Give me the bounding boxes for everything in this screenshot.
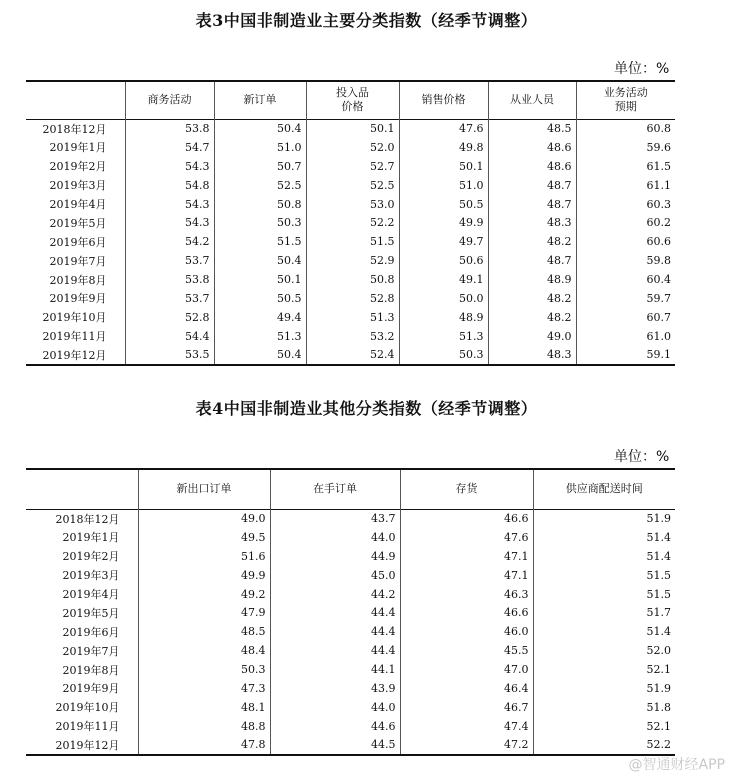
table-cell: 53.8: [125, 119, 214, 138]
table-cell: 50.1: [306, 119, 399, 138]
row-label: 2019年4月: [62, 588, 120, 601]
table3-header-cell: [26, 81, 125, 119]
table-cell: 50.4: [214, 251, 306, 270]
table-cell: 61.5: [576, 157, 675, 176]
row-label: 2019年12月: [55, 738, 120, 752]
table-cell: 53.7: [125, 289, 214, 308]
table-cell: 52.7: [306, 157, 399, 176]
table-cell: 54.3: [125, 195, 214, 214]
row-label: 2018年12月: [42, 122, 107, 136]
table-cell: 47.2: [400, 736, 533, 755]
table-cell: 45.5: [400, 641, 533, 660]
table-cell: 51.0: [399, 176, 488, 195]
table-cell: 47.6: [399, 119, 488, 138]
table-cell: 48.5: [138, 622, 270, 641]
table-cell: 59.6: [576, 138, 675, 157]
table-cell: 48.9: [488, 270, 576, 289]
table-row: [26, 660, 675, 679]
table-cell: 52.1: [533, 660, 675, 679]
table-cell: 49.0: [488, 327, 576, 346]
table4-header-cell: 供应商配送时间: [533, 469, 675, 509]
row-label: 2019年5月: [62, 606, 120, 620]
table-cell: 48.2: [488, 308, 576, 327]
table-cell: 51.4: [533, 528, 675, 547]
table-cell: 51.5: [306, 232, 399, 251]
table-row: [26, 138, 675, 157]
table-cell: 52.0: [533, 641, 675, 660]
row-label: 2019年12月: [42, 348, 107, 362]
table-cell: 60.6: [576, 232, 675, 251]
table-row: [26, 176, 675, 195]
table-cell: 54.4: [125, 327, 214, 346]
table-cell: 43.7: [270, 509, 400, 528]
table-cell: 50.3: [214, 213, 306, 232]
table-row: [26, 327, 675, 346]
table-cell: 61.0: [576, 327, 675, 346]
row-label: 2019年11月: [55, 720, 120, 734]
table-row: [26, 119, 675, 138]
table-cell: 52.0: [306, 138, 399, 157]
table-cell: 47.6: [400, 528, 533, 547]
table-cell: 48.4: [138, 641, 270, 660]
table-cell: 47.1: [400, 547, 533, 566]
table-cell: 54.3: [125, 213, 214, 232]
table-cell: 44.2: [270, 585, 400, 604]
table-cell: 46.6: [400, 603, 533, 622]
table-cell: 50.0: [399, 289, 488, 308]
table-cell: 48.6: [488, 157, 576, 176]
table-row: [26, 308, 675, 327]
table-row: [26, 641, 675, 660]
table-row: [26, 509, 675, 528]
table-cell: 60.2: [576, 213, 675, 232]
table-cell: 49.5: [138, 528, 270, 547]
table4-header-cell: 存货: [400, 469, 533, 509]
table-cell: 51.0: [214, 138, 306, 157]
table-cell: 50.8: [306, 270, 399, 289]
table-row: [26, 157, 675, 176]
table4-header-cell: [26, 469, 138, 509]
table-cell: 51.4: [533, 622, 675, 641]
table-row: [26, 528, 675, 547]
table-cell: 50.7: [214, 157, 306, 176]
table-cell: 51.3: [214, 327, 306, 346]
row-label: 2019年6月: [62, 625, 120, 639]
table-cell: 61.1: [576, 176, 675, 195]
table4-body: [26, 509, 675, 755]
table-cell: 53.7: [125, 251, 214, 270]
row-label: 2019年10月: [55, 701, 120, 715]
row-label: 2019年9月: [62, 682, 120, 696]
table-row: [26, 679, 675, 698]
table-cell: 46.4: [400, 679, 533, 698]
table3-header-cell: 销售价格: [399, 81, 488, 119]
table-cell: 60.8: [576, 119, 675, 138]
table-cell: 60.4: [576, 270, 675, 289]
table3-header-cell: 新订单: [214, 81, 306, 119]
table-cell: 51.4: [533, 547, 675, 566]
table-cell: 59.7: [576, 289, 675, 308]
row-label: 2019年6月: [49, 235, 107, 249]
row-label: 2019年7月: [62, 644, 120, 658]
table-cell: 51.3: [399, 327, 488, 346]
table-cell: 52.2: [533, 736, 675, 755]
table3-title: 表3中国非制造业主要分类指数（经季节调整）: [195, 11, 538, 30]
table-cell: 49.9: [399, 213, 488, 232]
table-cell: 49.4: [214, 308, 306, 327]
table-row: [26, 585, 675, 604]
table-cell: 49.2: [138, 585, 270, 604]
table-cell: 46.3: [400, 585, 533, 604]
table-cell: 50.3: [138, 660, 270, 679]
table-cell: 51.8: [533, 698, 675, 717]
table4-header-row: [26, 469, 675, 509]
table-cell: 52.8: [306, 289, 399, 308]
table-cell: 47.8: [138, 736, 270, 755]
table-cell: 54.8: [125, 176, 214, 195]
table-cell: 59.8: [576, 251, 675, 270]
table-cell: 54.7: [125, 138, 214, 157]
table-cell: 48.5: [488, 119, 576, 138]
row-label: 2019年8月: [62, 663, 120, 677]
table-cell: 53.5: [125, 346, 214, 365]
table3: [26, 80, 675, 366]
table-cell: 48.2: [488, 232, 576, 251]
table-cell: 50.1: [214, 270, 306, 289]
table-cell: 49.7: [399, 232, 488, 251]
table-cell: 52.1: [533, 717, 675, 736]
table-cell: 47.0: [400, 660, 533, 679]
table-cell: 53.0: [306, 195, 399, 214]
table-cell: 48.3: [488, 346, 576, 365]
table-cell: 52.2: [306, 213, 399, 232]
table-cell: 44.4: [270, 641, 400, 660]
table-cell: 48.7: [488, 195, 576, 214]
row-label: 2019年4月: [49, 198, 107, 211]
table-row: [26, 566, 675, 585]
row-label: 2019年11月: [42, 330, 107, 344]
table-cell: 50.3: [399, 346, 488, 365]
table-cell: 47.9: [138, 603, 270, 622]
table-cell: 50.4: [214, 346, 306, 365]
table-cell: 50.4: [214, 119, 306, 138]
table-cell: 50.5: [399, 195, 488, 214]
table4: [26, 468, 675, 756]
table-cell: 51.5: [533, 585, 675, 604]
table3-header-cell: 从业人员: [488, 81, 576, 119]
table-cell: 53.8: [125, 270, 214, 289]
watermark: @智通财经APP: [628, 757, 725, 773]
table-cell: 51.9: [533, 509, 675, 528]
table-row: [26, 289, 675, 308]
table-cell: 49.0: [138, 509, 270, 528]
table3-unit: 单位：%: [614, 61, 670, 77]
table-cell: 52.5: [306, 176, 399, 195]
table-cell: 54.3: [125, 157, 214, 176]
table-cell: 45.0: [270, 566, 400, 585]
table-cell: 53.2: [306, 327, 399, 346]
row-label: 2019年7月: [49, 254, 107, 268]
table-cell: 44.4: [270, 603, 400, 622]
table-cell: 48.3: [488, 213, 576, 232]
table-cell: 51.5: [533, 566, 675, 585]
table-cell: 46.7: [400, 698, 533, 717]
table-row: [26, 547, 675, 566]
table-cell: 50.1: [399, 157, 488, 176]
table-cell: 52.5: [214, 176, 306, 195]
table-cell: 49.8: [399, 138, 488, 157]
table-cell: 49.9: [138, 566, 270, 585]
table-row: [26, 251, 675, 270]
table4-unit: 单位：%: [614, 449, 670, 465]
table-cell: 46.6: [400, 509, 533, 528]
row-label: 2019年1月: [49, 141, 107, 155]
row-label: 2019年2月: [62, 550, 120, 564]
table-cell: 44.9: [270, 547, 400, 566]
row-label: 2019年3月: [49, 179, 107, 193]
table-cell: 44.1: [270, 660, 400, 679]
table-cell: 51.9: [533, 679, 675, 698]
table-cell: 48.1: [138, 698, 270, 717]
table-cell: 43.9: [270, 679, 400, 698]
table-cell: 52.4: [306, 346, 399, 365]
table-cell: 51.7: [533, 603, 675, 622]
table-row: [26, 698, 675, 717]
table-cell: 60.7: [576, 308, 675, 327]
table-row: [26, 346, 675, 365]
table-cell: 51.5: [214, 232, 306, 251]
row-label: 2019年1月: [62, 531, 120, 545]
table3-header-cell: 投入品 价格: [306, 81, 399, 119]
table4-title: 表4中国非制造业其他分类指数（经季节调整）: [195, 399, 538, 418]
row-label: 2019年10月: [42, 311, 107, 325]
table-cell: 48.7: [488, 251, 576, 270]
table-cell: 48.6: [488, 138, 576, 157]
table3-header-cell: 业务活动 预期: [576, 81, 675, 119]
table-cell: 49.1: [399, 270, 488, 289]
table-cell: 59.1: [576, 346, 675, 365]
table-cell: 48.7: [488, 176, 576, 195]
table-row: [26, 717, 675, 736]
table-cell: 47.3: [138, 679, 270, 698]
table4-header-cell: 在手订单: [270, 469, 400, 509]
table-cell: 44.0: [270, 528, 400, 547]
row-label: 2019年9月: [49, 292, 107, 306]
table-cell: 47.4: [400, 717, 533, 736]
table-cell: 52.8: [125, 308, 214, 327]
table-cell: 44.0: [270, 698, 400, 717]
table-row: [26, 195, 675, 214]
table-cell: 48.8: [138, 717, 270, 736]
table-cell: 50.6: [399, 251, 488, 270]
table-row: [26, 270, 675, 289]
table-cell: 60.3: [576, 195, 675, 214]
table4-header-cell: 新出口订单: [138, 469, 270, 509]
table-cell: 48.9: [399, 308, 488, 327]
table-cell: 52.9: [306, 251, 399, 270]
table-cell: 44.5: [270, 736, 400, 755]
table-cell: 51.6: [138, 547, 270, 566]
table3-body: [26, 119, 675, 365]
row-label: 2019年8月: [49, 273, 107, 287]
table3-header-cell: 商务活动: [125, 81, 214, 119]
table-cell: 51.3: [306, 308, 399, 327]
table-cell: 44.6: [270, 717, 400, 736]
table3-header-row: [26, 81, 675, 119]
table-row: [26, 622, 675, 641]
row-label: 2018年12月: [55, 512, 120, 526]
row-label: 2019年3月: [62, 569, 120, 583]
row-label: 2019年5月: [49, 216, 107, 230]
table-cell: 46.0: [400, 622, 533, 641]
table-cell: 44.4: [270, 622, 400, 641]
table-row: [26, 213, 675, 232]
table-row: [26, 232, 675, 251]
table-cell: 48.2: [488, 289, 576, 308]
row-label: 2019年2月: [49, 160, 107, 174]
table-row: [26, 603, 675, 622]
table-cell: 50.8: [214, 195, 306, 214]
table-cell: 50.5: [214, 289, 306, 308]
table-cell: 47.1: [400, 566, 533, 585]
table-cell: 54.2: [125, 232, 214, 251]
table-row: [26, 736, 675, 755]
